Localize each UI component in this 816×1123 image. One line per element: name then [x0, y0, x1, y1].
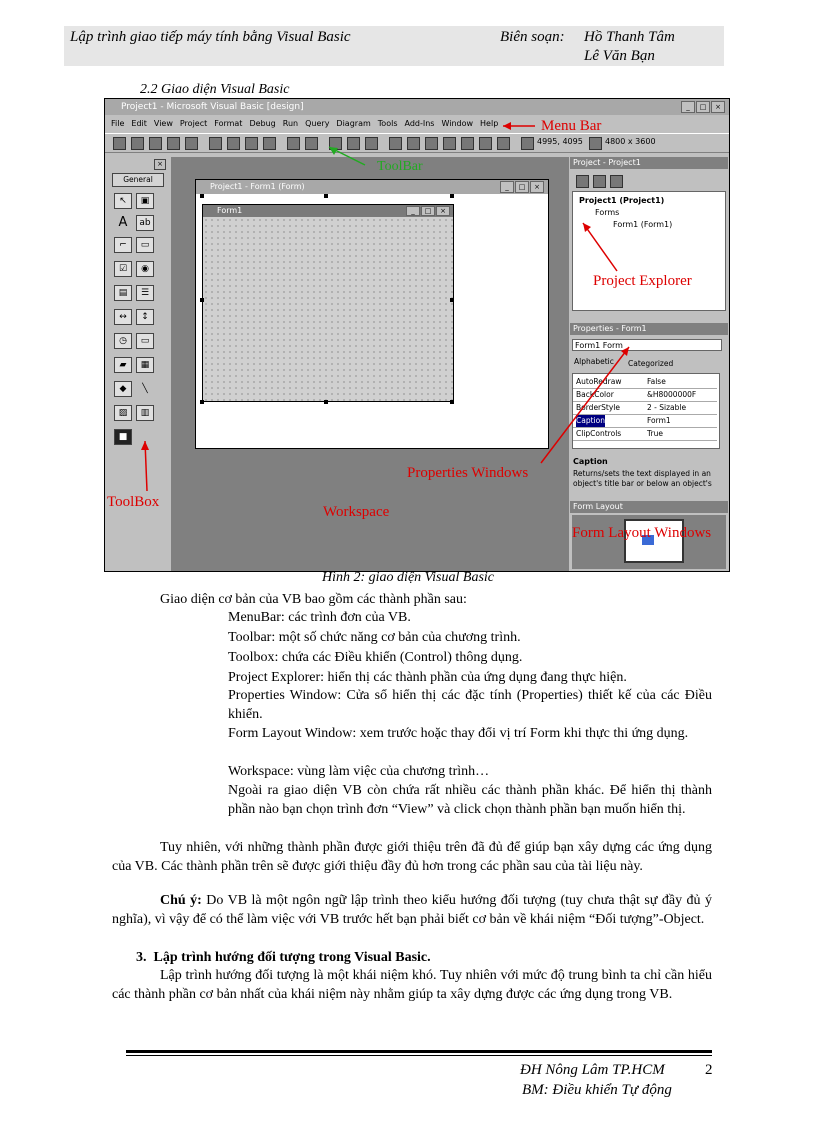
- list-item: MenuBar: các trình đơn của VB.: [228, 610, 411, 625]
- list-item: Properties Window: Cửa sổ hiển thị các đặc tính (Properties) thiết kế của các Điều khiển.: [228, 688, 712, 722]
- section-3-heading: [136, 948, 431, 967]
- form-layout-title-text: Form Layout: [573, 502, 623, 511]
- properties-object-combo[interactable]: Form1 Form: [572, 339, 722, 351]
- project-form-window-title-text: Project1 - Form1 (Form): [210, 182, 305, 191]
- properties-title-text: Properties - Form1: [573, 324, 647, 333]
- footer-rule: [126, 1050, 712, 1053]
- menu-window[interactable]: Window: [441, 119, 474, 128]
- label-properties-windows: Properties Windows: [407, 465, 529, 481]
- list-item: Toolbar: một số chức năng cơ bản của chương trình.: [228, 630, 521, 645]
- arrow-project-explorer: [583, 223, 617, 271]
- close-icon[interactable]: ×: [711, 101, 725, 113]
- optionbutton-tool-icon[interactable]: ◉: [136, 261, 154, 277]
- footer-school: ĐH Nông Lâm TP.HCM: [520, 1062, 665, 1078]
- drivelistbox-tool-icon[interactable]: ▭: [136, 333, 154, 349]
- dirlistbox-tool-icon[interactable]: ▰: [114, 357, 132, 373]
- note-paragraph: [112, 891, 712, 929]
- data-tool-icon[interactable]: ▥: [136, 405, 154, 421]
- figure-caption: Hình 2: giao diện Visual Basic: [322, 570, 494, 585]
- menu-debug[interactable]: Debug: [249, 119, 276, 128]
- checkbox-tool-icon[interactable]: ☑: [114, 261, 132, 277]
- arrow-menubar-head: [503, 122, 511, 130]
- frame-tool-icon[interactable]: ⌐: [114, 237, 132, 253]
- close-icon: ×: [436, 206, 450, 216]
- menu-view[interactable]: View: [153, 119, 173, 128]
- menu-edit[interactable]: Edit: [131, 119, 147, 128]
- close-icon[interactable]: ×: [530, 181, 544, 193]
- combobox-tool-icon[interactable]: ▤: [114, 285, 132, 301]
- minimize-icon[interactable]: _: [681, 101, 695, 113]
- footer-dept: BM: Điều khiển Tự động: [522, 1082, 672, 1098]
- minimize-icon[interactable]: _: [500, 181, 514, 193]
- author-1: Hồ Thanh Tâm: [584, 29, 675, 45]
- vscrollbar-tool-icon[interactable]: ↕: [136, 309, 154, 325]
- commandbutton-tool-icon[interactable]: ▭: [136, 237, 154, 253]
- property-name: ClipControls: [576, 429, 622, 438]
- author-2: Lê Văn Bạn: [584, 48, 655, 64]
- label-toolbox: ToolBox: [107, 494, 160, 510]
- menu-run[interactable]: Run: [282, 119, 299, 128]
- arrow-toolbox-head: [141, 441, 149, 450]
- tree-item-forms[interactable]: Forms: [595, 208, 620, 217]
- shape-tool-icon[interactable]: ◆: [114, 381, 132, 397]
- footer-rule-thin: [126, 1055, 712, 1056]
- label-tool-icon[interactable]: A: [114, 215, 132, 231]
- menu-addins[interactable]: Add-Ins: [404, 119, 435, 128]
- page-number: 2: [705, 1062, 713, 1078]
- tree-item-form1[interactable]: Form1 (Form1): [613, 220, 673, 229]
- label-form-layout: Form Layout Windows: [572, 525, 712, 541]
- intro-text: Giao diện cơ bản của VB bao gồm các thành phần sau:: [160, 592, 467, 607]
- property-value: True: [647, 429, 663, 438]
- property-name: AutoRedraw: [576, 377, 622, 386]
- property-value: &H8000000F: [647, 390, 697, 399]
- section-3-number: 3.: [136, 950, 147, 965]
- note-text: Do VB là một ngôn ngữ lập trình theo kiểu hướng đối tượng (tuy chưa thật sự đầy đủ ý nghĩa), vì vậy để có thể làm việc với VB trước hết bạn phải biết cơ bản về khái niệm “Đối tượng”-Object.: [112, 893, 713, 927]
- tree-item-project[interactable]: Project1 (Project1): [579, 196, 665, 205]
- label-toolbar: ToolBar: [377, 159, 423, 174]
- menu-diagram[interactable]: Diagram: [336, 119, 371, 128]
- paragraph-2: Lập trình hướng đối tượng là một khái niệm khó. Tuy nhiên với mức độ trung bình ta chỉ cần hiểu các thành phần cơ bản nhất của khái niệm này nhằm giúp ta xây dựng được các ứng dụng trong VB.: [112, 968, 712, 1002]
- arrow-properties: [541, 347, 629, 463]
- section-3-title: Lập trình hướng đối tượng trong Visual Basic.: [153, 950, 431, 965]
- list-item: Project Explorer: hiển thị các thành phần của ứng dụng đang thực hiện.: [228, 670, 627, 685]
- list-item: Workspace: vùng làm việc của chương trình…: [228, 764, 490, 779]
- list-item: Toolbox: chứa các Điều khiển (Control) thông dụng.: [228, 650, 523, 665]
- list-item: Ngoài ra giao diện VB còn chứa rất nhiều các thành phần khác. Để hiển thị thành phần nào bạn chọn trình đơn “View” và click chọn thành phần bạn muốn hiển thị.: [228, 783, 712, 817]
- minimize-icon: _: [406, 206, 420, 216]
- arrow-properties-head: [621, 347, 629, 356]
- line-tool-icon[interactable]: ╲: [136, 381, 154, 397]
- menu-query[interactable]: Query: [305, 119, 330, 128]
- ole-tool-icon[interactable]: ■: [114, 429, 132, 445]
- maximize-icon: □: [421, 206, 435, 216]
- ide-title-text: Project1 - Microsoft Visual Basic [design]: [121, 102, 304, 112]
- property-value: False: [647, 377, 666, 386]
- listbox-tool-icon[interactable]: ☰: [136, 285, 154, 301]
- filelistbox-tool-icon[interactable]: ▦: [136, 357, 154, 373]
- paragraph-1: Tuy nhiên, với những thành phần được giới thiệu trên đã đủ để giúp bạn xây dựng các ứng dụng của VB. Các thành phần trên sẽ được giới thiệu đầy đủ hơn trong các phần sau của tài liệu này.: [112, 840, 712, 874]
- project-explorer-title-text: Project - Project1: [573, 158, 641, 167]
- menu-tools[interactable]: Tools: [377, 119, 398, 128]
- property-value: 2 - Sizable: [647, 403, 687, 412]
- property-description-text: Returns/sets the text displayed in an object's title bar or below an object's: [573, 469, 712, 488]
- property-name: BackColor: [576, 390, 614, 399]
- property-description-title: Caption: [573, 457, 608, 466]
- size-readout: 4800 x 3600: [605, 137, 656, 146]
- note-label: Chú ý:: [160, 893, 202, 908]
- timer-tool-icon[interactable]: ◷: [114, 333, 132, 349]
- label-workspace: Workspace: [323, 504, 390, 520]
- form-title-text: Form1: [217, 206, 243, 215]
- properties-tab-categorized[interactable]: Categorized: [628, 359, 674, 368]
- picturebox-tool-icon[interactable]: ▣: [136, 193, 154, 209]
- label-project-explorer: Project Explorer: [593, 273, 692, 289]
- arrow-project-explorer-head: [583, 223, 591, 232]
- menu-format[interactable]: Format: [214, 119, 243, 128]
- maximize-icon[interactable]: □: [515, 181, 529, 193]
- textbox-tool-icon[interactable]: ab: [136, 215, 154, 231]
- position-readout: 4995, 4095: [537, 137, 583, 146]
- toolbox-close-icon[interactable]: ×: [154, 159, 166, 170]
- image-tool-icon[interactable]: ▨: [114, 405, 132, 421]
- property-name: BorderStyle: [576, 403, 620, 412]
- toolbox-general-tab[interactable]: General: [112, 173, 164, 187]
- pointer-tool-icon[interactable]: ↖: [114, 193, 132, 209]
- menu-project[interactable]: Project: [179, 119, 208, 128]
- menu-file[interactable]: File: [111, 119, 125, 128]
- vb-ide-screenshot: [104, 98, 730, 572]
- maximize-icon[interactable]: □: [696, 101, 710, 113]
- label-menu-bar: Menu Bar: [541, 118, 602, 134]
- property-name: Caption: [576, 416, 605, 425]
- course-title: Lập trình giao tiếp máy tính bằng Visual Basic: [70, 29, 351, 45]
- hscrollbar-tool-icon[interactable]: ↔: [114, 309, 132, 325]
- list-item: Form Layout Window: xem trước hoặc thay đổi vị trí Form khi thực thi ứng dụng.: [228, 726, 689, 741]
- compiler-label: Biên soạn:: [500, 29, 565, 45]
- properties-tab-alphabetic[interactable]: Alphabetic: [574, 357, 614, 366]
- property-value: Form1: [647, 416, 671, 425]
- section-heading: 2.2 Giao diện Visual Basic: [140, 82, 290, 97]
- menu-help[interactable]: Help: [480, 119, 499, 128]
